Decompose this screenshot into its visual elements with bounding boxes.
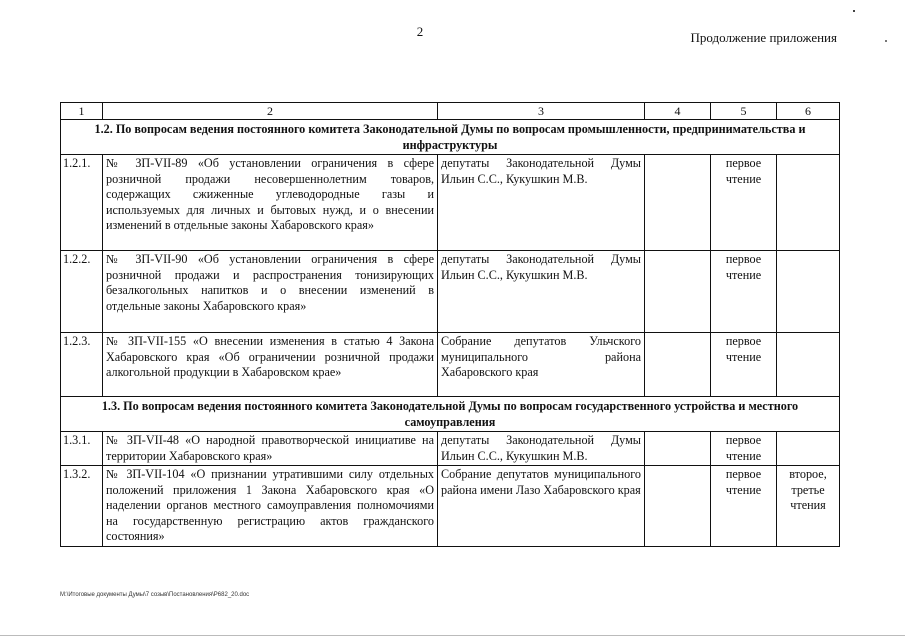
reading-stage: первое чтение: [711, 432, 777, 466]
empty-cell: [645, 432, 711, 466]
agenda-table: [60, 102, 840, 547]
bill-title: № ЗП-VII-48 «О народной правотворческой инициативе на территории Хабаровского края»: [103, 432, 438, 466]
empty-cell: [645, 251, 711, 333]
extra-reading: [777, 432, 840, 466]
bill-title: № ЗП-VII-90 «Об установлении ограничения в сфере розничной продажи и распространения тонизирующих безалкогольных напитков и о внесении изменений в отдельные законы Хабаровского края»: [103, 251, 438, 333]
column-header: 6: [777, 103, 840, 120]
extra-reading: [777, 333, 840, 397]
reading-stage: первое чтение: [711, 155, 777, 251]
column-header: 3: [438, 103, 645, 120]
item-number: 1.2.1.: [61, 155, 103, 251]
table-row: [61, 466, 840, 547]
extra-reading: [777, 155, 840, 251]
item-number: 1.3.2.: [61, 466, 103, 547]
initiator: депутаты Законодательной Думы Ильин С.С., Кукушкин М.В.: [438, 155, 645, 251]
reading-stage: первое чтение: [711, 466, 777, 547]
bill-title: № ЗП-VII-89 «Об установлении ограничения в сфере розничной продажи несовершеннолетним товаров, содержащих сжиженные углеводородные газы и используемых для личных и бытовых нужд, и о внесении изменений в отдельные законы Хабаровского края»: [103, 155, 438, 251]
extra-reading: второе, третье чтения: [777, 466, 840, 547]
item-number: 1.3.1.: [61, 432, 103, 466]
reading-stage: первое чтение: [711, 251, 777, 333]
section-title: 1.2. По вопросам ведения постоянного комитета Законодательной Думы по вопросам промышленности, предпринимательства и инфраструктуры: [61, 120, 840, 155]
empty-cell: [645, 333, 711, 397]
initiator: Собрание депутатов Ульчского муниципального района Хабаровского края: [438, 333, 645, 397]
continuation-label: Продолжение приложения: [690, 30, 837, 45]
page-edge-line: [0, 635, 905, 636]
section-title: 1.3. По вопросам ведения постоянного комитета Законодательной Думы по вопросам государственного устройства и местного самоуправления: [61, 397, 840, 432]
bill-title: № ЗП-VII-104 «О признании утратившими силу отдельных положений приложения 1 Закона Хабаровского края «О наделении органов местного самоуправления полномочиями на государственную регистрацию актов гражданского состояния»: [103, 466, 438, 547]
table-row: [61, 333, 840, 397]
item-number: 1.2.3.: [61, 333, 103, 397]
table-row: [61, 251, 840, 333]
initiator: Собрание депутатов муниципального района имени Лазо Хабаровского края: [438, 466, 645, 547]
item-number: 1.2.2.: [61, 251, 103, 333]
reading-stage: первое чтение: [711, 333, 777, 397]
scan-speck: [885, 40, 887, 42]
extra-reading: [777, 251, 840, 333]
empty-cell: [645, 466, 711, 547]
section-heading-row: [61, 120, 840, 155]
table-row: [61, 432, 840, 466]
bill-title: № ЗП-VII-155 «О внесении изменения в статью 4 Закона Хабаровского края «Об ограничении розничной продажи алкогольной продукции в Хабаровском крае»: [103, 333, 438, 397]
column-number-row: [61, 103, 840, 120]
column-header: 2: [103, 103, 438, 120]
column-header: 5: [711, 103, 777, 120]
column-header: 4: [645, 103, 711, 120]
initiator: депутаты Законодательной Думы Ильин С.С., Кукушкин М.В.: [438, 432, 645, 466]
empty-cell: [645, 155, 711, 251]
page-number: 2: [416, 24, 424, 39]
table-row: [61, 155, 840, 251]
column-header: 1: [61, 103, 103, 120]
scan-speck: [853, 10, 855, 12]
initiator: депутаты Законодательной Думы Ильин С.С., Кукушкин М.В.: [438, 251, 645, 333]
section-heading-row: [61, 397, 840, 432]
file-path-footer: M:\Итоговые документы Думы\7 созыв\Постановления\Р682_20.doc: [60, 592, 250, 598]
